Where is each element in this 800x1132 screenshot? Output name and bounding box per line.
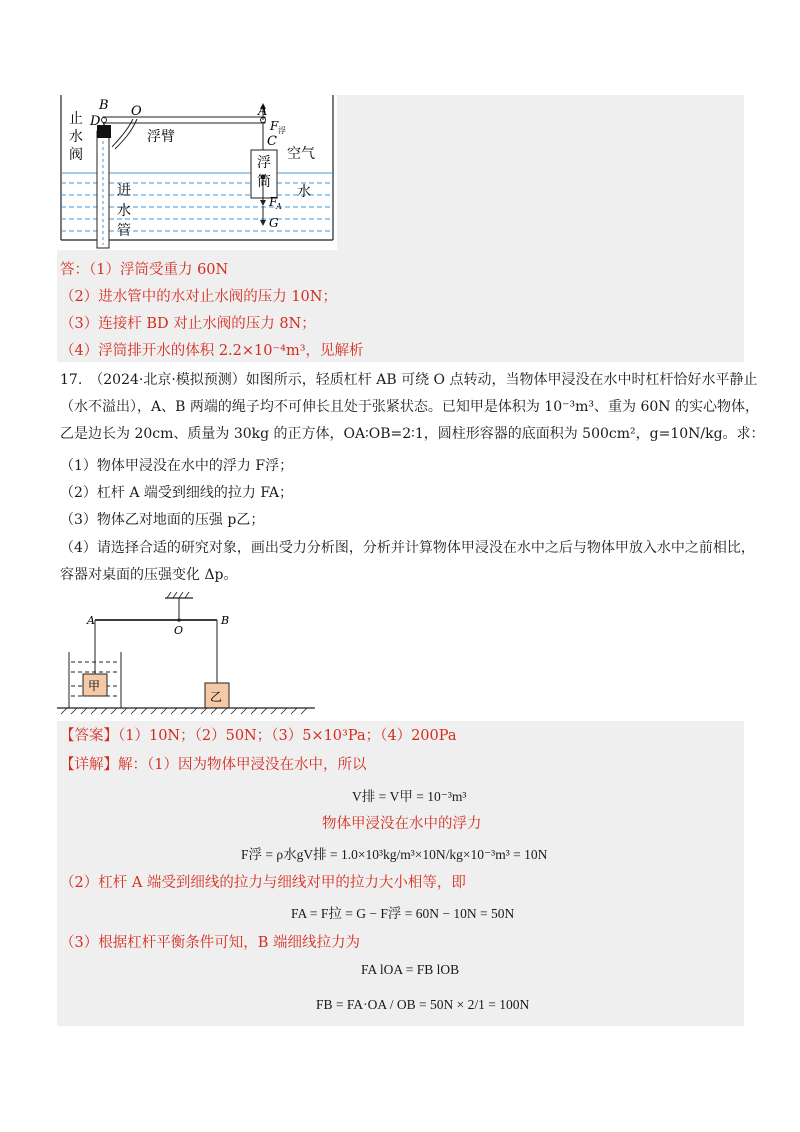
- q17-line-5: （2）杠杆 A 端受到细线的拉力 FA；: [60, 485, 293, 501]
- q17-line-6: （3）物体乙对地面的压强 p乙；: [60, 512, 265, 528]
- q17-line-8: 容器对桌面的压强变化 Δp。: [60, 567, 238, 583]
- float-valve-figure: [57, 95, 337, 250]
- label-O: O: [131, 104, 142, 119]
- lever-label-B: B: [221, 614, 230, 627]
- label-D: D: [90, 114, 101, 129]
- q17-line-4: （1）物体甲浸没在水中的浮力 F浮；: [60, 458, 294, 474]
- answer16-line-4: （4）浮筒排开水的体积 2.2×10⁻⁴m³，见解析: [60, 343, 364, 359]
- pipe-char-1: 进: [117, 183, 131, 199]
- lever-label-O: O: [174, 624, 184, 637]
- water-label: 水: [297, 184, 311, 200]
- pipe-char-2: 水: [117, 203, 131, 219]
- answer17-eq4: FA lOA = FB lOB: [361, 962, 460, 977]
- answer17-detail-intro: 【详解】解：（1）因为物体甲浸没在水中，所以: [60, 757, 367, 773]
- label-C: C: [267, 134, 277, 149]
- valve-char-1: 止: [69, 111, 83, 127]
- answer17-eq3: FA = F拉 = G − F浮 = 60N − 10N = 50N: [291, 906, 515, 921]
- label-B: B: [99, 98, 109, 113]
- pipe-char-3: 管: [117, 223, 131, 239]
- air-label: 空气: [287, 146, 315, 162]
- lever-figure: [57, 590, 317, 718]
- float-arm-label: 浮臂: [147, 129, 175, 145]
- block-yi-label: 乙: [210, 690, 223, 704]
- valve-char-3: 阀: [69, 147, 83, 163]
- answer17-text3: （2）杠杆 A 端受到细线的拉力与细线对甲的拉力大小相等，即: [60, 875, 466, 891]
- label-FA-sub: A: [276, 202, 282, 211]
- answer17-eq1: V排 = V甲 = 10⁻³m³: [352, 789, 467, 804]
- tube-char-1: 浮: [257, 155, 271, 171]
- lever-label-A: A: [87, 614, 95, 627]
- label-FA: F: [269, 195, 278, 209]
- label-F-float-sub: 浮: [278, 126, 286, 135]
- q17-line-1: 17. （2024·北京·模拟预测）如图所示，轻质杠杆 AB 可绕 O 点转动，当物体甲浸没在水中时杠杆恰好水平静止: [60, 372, 758, 388]
- answer16-line-2: （2）进水管中的水对止水阀的压力 10N；: [60, 289, 337, 305]
- answer16-line-1: 答：（1）浮筒受重力 60N: [60, 262, 229, 278]
- q17-line-7: （4）请选择合适的研究对象，画出受力分析图，分析并计算物体甲浸没在水中之后与物体甲放入水中之前相比，: [60, 540, 755, 556]
- tube-char-2: 筒: [257, 174, 271, 190]
- answer17-text4: （3）根据杠杆平衡条件可知，B 端细线拉力为: [60, 935, 360, 951]
- label-F-float: F: [270, 119, 279, 133]
- answer17-answer-line: 【答案】（1）10N；（2）50N；（3）5×10³Pa；（4）200Pa: [60, 728, 457, 744]
- valve-char-2: 水: [69, 129, 83, 145]
- q17-line-3: 乙是边长为 20cm、质量为 30kg 的正方体，OA∶OB=2∶1，圆柱形容器的底面积为 500cm²，g=10N/kg。求：: [60, 426, 765, 442]
- block-jia-label: 甲: [88, 679, 101, 693]
- answer17-eq2: F浮 = ρ水gV排 = 1.0×10³kg/m³×10N/kg×10⁻³m³ = 10N: [241, 847, 548, 862]
- answer16-line-3: （3）连接杆 BD 对止水阀的压力 8N；: [60, 316, 316, 332]
- label-A: A: [258, 104, 268, 119]
- answer17-eq5: FB = FA·OA / OB = 50N × 2/1 = 100N: [316, 997, 530, 1012]
- label-G: G: [269, 216, 279, 230]
- answer17-text2: 物体甲浸没在水中的浮力: [322, 816, 482, 832]
- q17-line-2: （水不溢出），A、B 两端的绳子均不可伸长且处于张紧状态。已知甲是体积为 10⁻³m³、重为 60N 的实心物体，: [60, 399, 759, 415]
